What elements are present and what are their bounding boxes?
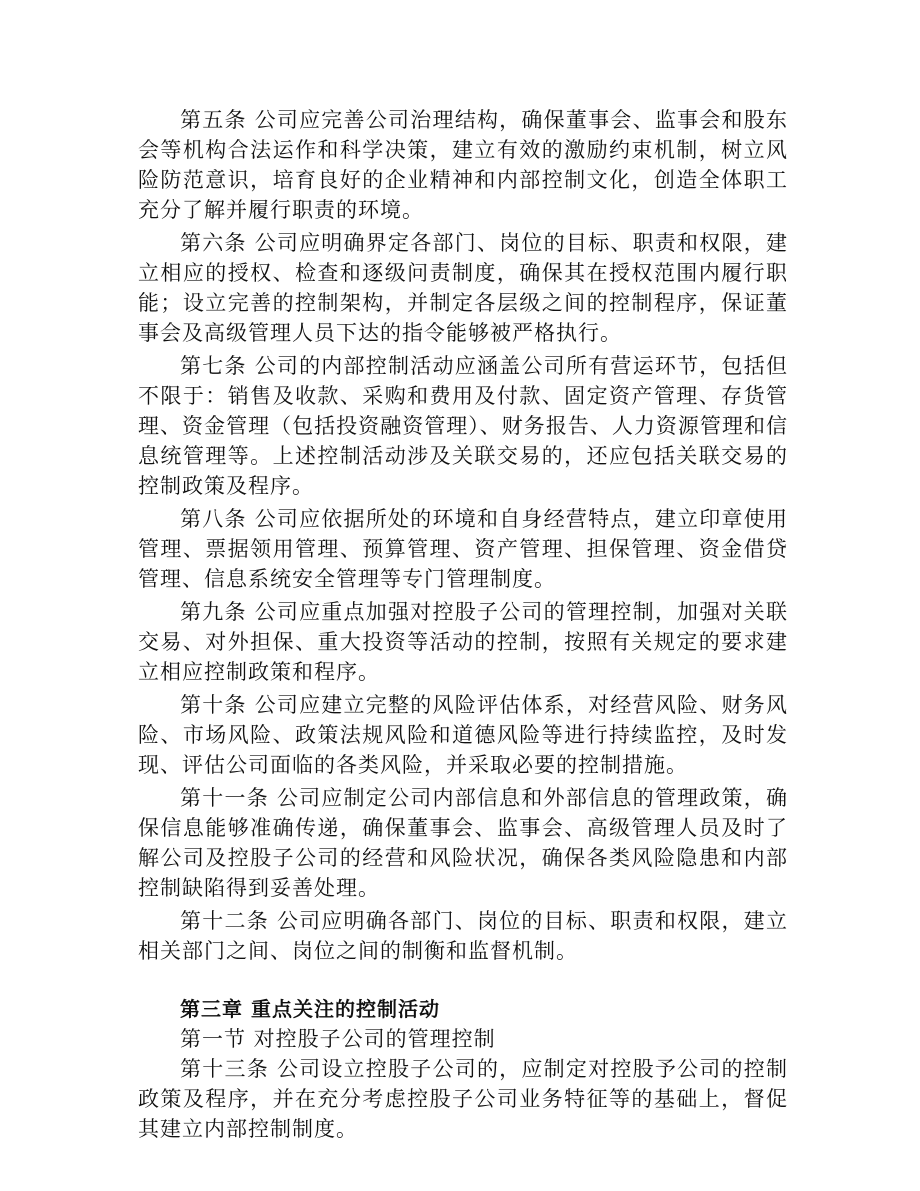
- article-8: 第八条 公司应依据所处的环境和自身经营特点，建立印章使用管理、票据领用管理、预算管理、资产管理、担保管理、资金借贷管理、信息系统安全管理等专门管理制度。: [138, 507, 788, 591]
- document-page: [138, 105, 788, 1147]
- article-6: 第六条 公司应明确界定各部门、岗位的目标、职责和权限，建立相应的授权、检查和逐级问责制度，确保其在授权范围内履行职能；设立完善的控制架构，并制定各层级之间的控制程序，保证董事会及高级管理人员下达的指令能够被严格执行。: [138, 231, 788, 345]
- article-10: 第十条 公司应建立完整的风险评估体系，对经营风险、财务风险、市场风险、政策法规风险和道德风险等进行持续监控，及时发现、评估公司面临的各类风险，并采取必要的控制措施。: [138, 693, 788, 777]
- article-11: 第十一条 公司应制定公司内部信息和外部信息的管理政策，确保信息能够准确传递，确保董事会、监事会、高级管理人员及时了解公司及控股子公司的经营和风险状况，确保各类风险隐患和内部控制缺陷得到妥善处理。: [138, 786, 788, 900]
- section-heading: 第一节 对控股子公司的管理控制: [180, 1027, 496, 1051]
- article-9: 第九条 公司应重点加强对控股子公司的管理控制，加强对关联交易、对外担保、重大投资等活动的控制，按照有关规定的要求建立相应控制政策和程序。: [138, 600, 788, 684]
- chapter-heading: 第三章 重点关注的控制活动: [180, 997, 440, 1021]
- article-13: 第十三条 公司设立控股子公司的，应制定对控股予公司的控制政策及程序，并在充分考虑控股子公司业务特征等的基础上，督促其建立内部控制制度。: [138, 1057, 788, 1141]
- article-7: 第七条 公司的内部控制活动应涵盖公司所有营运环节，包括但不限于：销售及收款、采购和费用及付款、固定资产管理、存货管理、资金管理（包括投资融资管理）、财务报告、人力资源管理和信息统管理等。上述控制活动涉及关联交易的，还应包括关联交易的控制政策及程序。: [138, 354, 788, 498]
- article-12: 第十二条 公司应明确各部门、岗位的目标、职责和权限，建立相关部门之间、岗位之间的制衡和监督机制。: [138, 909, 788, 963]
- article-5: 第五条 公司应完善公司治理结构，确保董事会、监事会和股东会等机构合法运作和科学决策，建立有效的激励约束机制，树立风险防范意识，培育良好的企业精神和内部控制文化，创造全体职工充分了解并履行职责的环境。: [138, 108, 788, 222]
